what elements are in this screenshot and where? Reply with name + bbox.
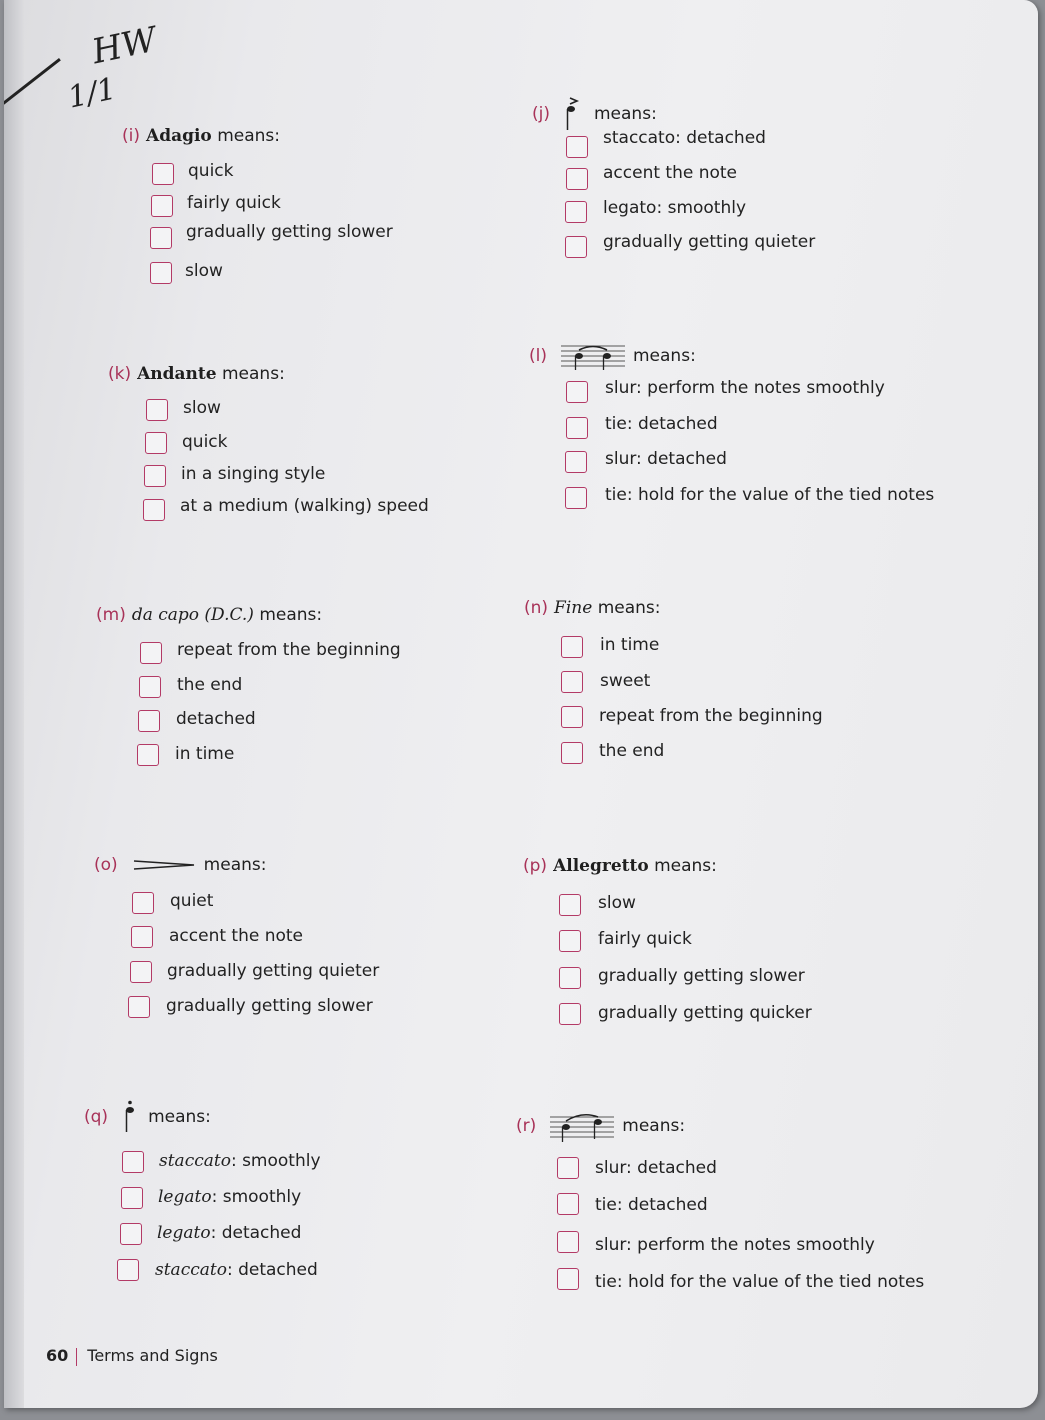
checkbox[interactable] — [561, 742, 583, 764]
checkbox[interactable] — [561, 636, 583, 658]
checkbox[interactable] — [557, 1268, 579, 1290]
option-label: repeat from the beginning — [177, 640, 401, 660]
option-label: accent the note — [169, 926, 304, 946]
option-label: legato: smoothly — [603, 198, 747, 218]
checkbox[interactable] — [145, 432, 167, 454]
checkbox[interactable] — [566, 381, 588, 403]
question-suffix: means: — [594, 104, 657, 124]
checkbox[interactable] — [566, 417, 588, 439]
option-term-italic: staccato — [155, 1260, 227, 1280]
question-suffix: means: — [259, 605, 323, 625]
question-term: Allegretto — [553, 856, 649, 876]
option-label: slur: detached — [605, 449, 727, 469]
option-label: gradually getting slower — [186, 222, 393, 242]
option-label: slow — [185, 261, 223, 281]
diminuendo-icon — [132, 858, 196, 872]
checkbox[interactable] — [151, 195, 173, 217]
question-p — [523, 856, 717, 876]
checkbox[interactable] — [561, 706, 583, 728]
checkbox[interactable] — [565, 236, 587, 258]
question-o — [94, 855, 266, 875]
question-suffix: means: — [203, 855, 267, 875]
option-label: slur: detached — [595, 1158, 717, 1178]
checkbox[interactable] — [566, 136, 588, 158]
option-label: fairly quick — [187, 193, 281, 213]
option-label — [155, 1260, 318, 1280]
option-label: slow — [183, 398, 221, 418]
question-suffix: means: — [217, 126, 280, 146]
option-label: gradually getting slower — [166, 996, 373, 1016]
option-label: detached — [176, 709, 256, 729]
option-label: fairly quick — [598, 929, 692, 949]
checkbox[interactable] — [132, 892, 154, 914]
checkbox[interactable] — [566, 168, 588, 190]
checkbox[interactable] — [143, 499, 165, 521]
question-label: (k) — [108, 364, 132, 384]
option-label: accent the note — [603, 163, 738, 183]
option-label: in time — [600, 635, 660, 655]
option-label: the end — [177, 675, 243, 695]
tie-staff-icon — [561, 341, 625, 371]
question-label: (q) — [84, 1107, 109, 1127]
checkbox[interactable] — [137, 744, 159, 766]
pen-stroke — [4, 58, 61, 153]
question-label: (o) — [94, 855, 118, 875]
checkbox[interactable] — [565, 201, 587, 223]
checkbox[interactable] — [559, 894, 581, 916]
question-suffix: means: — [597, 598, 661, 618]
footer-divider — [76, 1348, 77, 1366]
question-label: (m) — [96, 605, 126, 625]
checkbox[interactable] — [559, 1003, 581, 1025]
option-label: tie: detached — [595, 1195, 708, 1215]
option-label: slur: perform the notes smoothly — [605, 378, 885, 398]
staccato-note-icon — [122, 1100, 140, 1134]
checkbox[interactable] — [120, 1223, 142, 1245]
option-label: quick — [188, 161, 234, 181]
option-label — [159, 1151, 321, 1171]
question-m — [96, 605, 322, 625]
question-k — [108, 364, 285, 384]
question-suffix: means: — [622, 1116, 686, 1136]
option-label: quiet — [170, 891, 214, 911]
option-label: tie: hold for the value of the tied notes — [595, 1272, 925, 1292]
option-rest: : smoothly — [230, 1151, 321, 1171]
checkbox[interactable] — [139, 676, 161, 698]
checkbox[interactable] — [150, 227, 172, 249]
question-suffix: means: — [633, 346, 696, 366]
checkbox[interactable] — [561, 671, 583, 693]
checkbox[interactable] — [128, 996, 150, 1018]
option-label: repeat from the beginning — [599, 706, 823, 726]
question-r — [516, 1109, 685, 1143]
page-number: 60 — [46, 1346, 69, 1365]
question-term: Fine — [554, 598, 593, 618]
checkbox[interactable] — [144, 465, 166, 487]
checkbox[interactable] — [559, 967, 581, 989]
option-term-italic: legato — [157, 1223, 211, 1243]
option-label — [157, 1223, 301, 1243]
checkbox[interactable] — [140, 642, 162, 664]
question-q — [84, 1100, 211, 1134]
checkbox[interactable] — [557, 1231, 579, 1253]
question-i — [122, 126, 280, 146]
question-j — [532, 96, 657, 132]
checkbox[interactable] — [121, 1187, 143, 1209]
question-label: (r) — [516, 1116, 537, 1136]
option-rest: : detached — [226, 1260, 318, 1280]
handwritten-hw: HW — [88, 19, 161, 73]
accent-note-icon — [564, 96, 586, 132]
option-term-italic: staccato — [159, 1151, 231, 1171]
question-label: (i) — [122, 126, 140, 146]
question-suffix: means: — [148, 1107, 211, 1127]
checkbox[interactable] — [150, 262, 172, 284]
question-term: Adagio — [146, 126, 212, 146]
page-footer — [46, 1346, 218, 1366]
checkbox[interactable] — [565, 487, 587, 509]
question-term: Andante — [137, 364, 217, 384]
option-label: slow — [598, 893, 636, 913]
footer-title: Terms and Signs — [87, 1346, 218, 1365]
checkbox[interactable] — [146, 399, 168, 421]
checkbox[interactable] — [565, 451, 587, 473]
option-label: quick — [182, 432, 228, 452]
checkbox[interactable] — [138, 710, 160, 732]
handwritten-date: 1/1 — [64, 71, 120, 116]
worksheet-page — [4, 0, 1038, 1408]
question-l — [529, 341, 696, 371]
option-label: at a medium (walking) speed — [180, 496, 429, 516]
option-rest: : detached — [210, 1223, 302, 1243]
option-label: gradually getting quieter — [167, 961, 380, 981]
question-label: (n) — [524, 598, 549, 618]
checkbox[interactable] — [557, 1157, 579, 1179]
option-label: in time — [175, 744, 235, 764]
option-rest: : smoothly — [211, 1187, 302, 1207]
option-label: gradually getting slower — [598, 966, 805, 986]
checkbox[interactable] — [557, 1193, 579, 1215]
question-label: (p) — [523, 856, 548, 876]
option-label: gradually getting quieter — [603, 232, 816, 252]
option-label — [158, 1187, 301, 1207]
option-label: sweet — [600, 671, 651, 691]
option-term-italic: legato — [158, 1187, 212, 1207]
option-label: the end — [599, 741, 665, 761]
question-suffix: means: — [222, 364, 285, 384]
checkbox[interactable] — [131, 926, 153, 948]
slur-staff-icon — [550, 1109, 614, 1143]
option-label: tie: detached — [605, 414, 718, 434]
option-label: in a singing style — [181, 464, 326, 484]
option-label: gradually getting quicker — [598, 1003, 812, 1023]
question-term: da capo (D.C.) — [131, 605, 254, 625]
question-label: (l) — [529, 346, 547, 366]
option-label: slur: perform the notes smoothly — [595, 1235, 875, 1255]
checkbox[interactable] — [122, 1151, 144, 1173]
question-n — [524, 598, 661, 618]
checkbox[interactable] — [152, 163, 174, 185]
checkbox[interactable] — [117, 1259, 139, 1281]
checkbox[interactable] — [559, 930, 581, 952]
checkbox[interactable] — [130, 961, 152, 983]
option-label: tie: hold for the value of the tied notes — [605, 485, 935, 505]
question-suffix: means: — [654, 856, 717, 876]
option-label: staccato: detached — [603, 128, 766, 148]
question-label: (j) — [532, 104, 550, 124]
